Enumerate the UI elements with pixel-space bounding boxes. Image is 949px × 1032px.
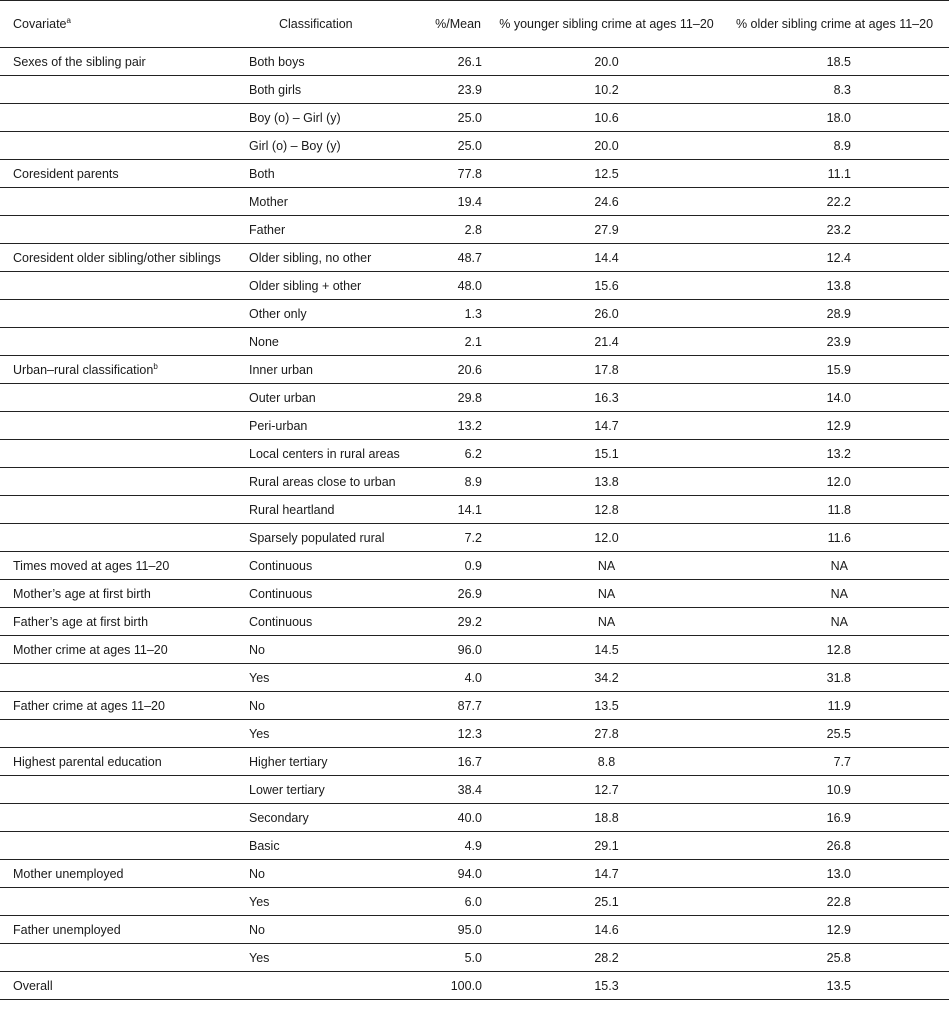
- younger-crime-cell: 13.5: [493, 692, 720, 720]
- mean-cell: 5.0: [413, 944, 493, 972]
- younger-crime-cell: 25.1: [493, 888, 720, 916]
- classification-cell: Both girls: [239, 76, 413, 104]
- older-crime-cell: 8.3: [720, 76, 949, 104]
- younger-crime-cell: 21.4: [493, 328, 720, 356]
- covariate-cell: [0, 328, 239, 356]
- table-row: [0, 440, 949, 468]
- classification-cell: Inner urban: [239, 356, 413, 384]
- classification-cell: Lower tertiary: [239, 776, 413, 804]
- younger-crime-cell: 29.1: [493, 832, 720, 860]
- covariate-cell: Father crime at ages 11–20: [0, 692, 239, 720]
- header-mean: %/Mean: [413, 1, 493, 48]
- older-crime-cell: 25.8: [720, 944, 949, 972]
- covariate-label: Urban–rural classification: [13, 363, 154, 377]
- mean-cell: 7.2: [413, 524, 493, 552]
- classification-cell: Continuous: [239, 552, 413, 580]
- younger-crime-cell: 10.6: [493, 104, 720, 132]
- younger-crime-cell: 20.0: [493, 48, 720, 76]
- classification-cell: Sparsely populated rural: [239, 524, 413, 552]
- table-row: [0, 860, 949, 888]
- mean-cell: 23.9: [413, 76, 493, 104]
- older-crime-cell: 15.9: [720, 356, 949, 384]
- younger-crime-cell: 15.1: [493, 440, 720, 468]
- covariate-cell: [0, 888, 239, 916]
- older-crime-cell: 16.9: [720, 804, 949, 832]
- older-crime-cell: 22.8: [720, 888, 949, 916]
- covariate-cell: [0, 524, 239, 552]
- mean-cell: 29.2: [413, 608, 493, 636]
- classification-cell: Both: [239, 160, 413, 188]
- younger-crime-cell: 16.3: [493, 384, 720, 412]
- table-row: [0, 104, 949, 132]
- classification-cell: No: [239, 692, 413, 720]
- table-row: [0, 664, 949, 692]
- covariate-cell: [0, 384, 239, 412]
- classification-cell: No: [239, 636, 413, 664]
- younger-crime-cell: 12.5: [493, 160, 720, 188]
- classification-cell: Secondary: [239, 804, 413, 832]
- mean-cell: 94.0: [413, 860, 493, 888]
- classification-cell: Outer urban: [239, 384, 413, 412]
- older-crime-cell: 12.9: [720, 412, 949, 440]
- table-row: [0, 552, 949, 580]
- covariate-cell: [0, 944, 239, 972]
- header-classification: Classification: [239, 1, 413, 48]
- older-crime-cell: 11.9: [720, 692, 949, 720]
- classification-cell: Boy (o) – Girl (y): [239, 104, 413, 132]
- older-crime-cell: 18.5: [720, 48, 949, 76]
- table-row: [0, 412, 949, 440]
- mean-cell: 100.0: [413, 972, 493, 1000]
- younger-crime-cell: 14.4: [493, 244, 720, 272]
- mean-cell: 38.4: [413, 776, 493, 804]
- covariate-cell: Times moved at ages 11–20: [0, 552, 239, 580]
- older-crime-cell: NA: [720, 552, 949, 580]
- mean-cell: 48.0: [413, 272, 493, 300]
- mean-cell: 8.9: [413, 468, 493, 496]
- younger-crime-cell: 12.7: [493, 776, 720, 804]
- older-crime-cell: 7.7: [720, 748, 949, 776]
- younger-crime-cell: 14.7: [493, 860, 720, 888]
- younger-crime-cell: 28.2: [493, 944, 720, 972]
- mean-cell: 12.3: [413, 720, 493, 748]
- table-row: [0, 636, 949, 664]
- covariate-cell: [0, 468, 239, 496]
- header-older-crime: % older sibling crime at ages 11–20: [720, 1, 949, 48]
- younger-crime-cell: 14.6: [493, 916, 720, 944]
- older-crime-cell: 22.2: [720, 188, 949, 216]
- table-row: [0, 524, 949, 552]
- table-row: [0, 48, 949, 76]
- classification-cell: No: [239, 860, 413, 888]
- younger-crime-cell: 8.8: [493, 748, 720, 776]
- older-crime-cell: 26.8: [720, 832, 949, 860]
- older-crime-cell: 11.8: [720, 496, 949, 524]
- covariate-cell: Father’s age at first birth: [0, 608, 239, 636]
- older-crime-cell: 25.5: [720, 720, 949, 748]
- mean-cell: 6.2: [413, 440, 493, 468]
- older-crime-cell: NA: [720, 608, 949, 636]
- younger-crime-cell: 18.8: [493, 804, 720, 832]
- older-crime-cell: 14.0: [720, 384, 949, 412]
- older-crime-cell: 13.5: [720, 972, 949, 1000]
- covariate-cell: [0, 440, 239, 468]
- younger-crime-cell: NA: [493, 552, 720, 580]
- older-crime-cell: 11.1: [720, 160, 949, 188]
- mean-cell: 0.9: [413, 552, 493, 580]
- mean-cell: 16.7: [413, 748, 493, 776]
- younger-crime-cell: NA: [493, 580, 720, 608]
- mean-cell: 4.9: [413, 832, 493, 860]
- mean-cell: 95.0: [413, 916, 493, 944]
- covariate-cell: Father unemployed: [0, 916, 239, 944]
- table-row: [0, 244, 949, 272]
- header-covariate: [0, 1, 239, 48]
- covariate-cell: Mother unemployed: [0, 860, 239, 888]
- table-row: [0, 272, 949, 300]
- older-crime-cell: 12.8: [720, 636, 949, 664]
- older-crime-cell: 12.4: [720, 244, 949, 272]
- classification-cell: Continuous: [239, 608, 413, 636]
- covariate-cell: [0, 720, 239, 748]
- classification-cell: Both boys: [239, 48, 413, 76]
- older-crime-cell: 28.9: [720, 300, 949, 328]
- table-row: [0, 580, 949, 608]
- older-crime-cell: 31.8: [720, 664, 949, 692]
- table-row: [0, 720, 949, 748]
- header-younger-crime: % younger sibling crime at ages 11–20: [493, 1, 720, 48]
- mean-cell: 26.9: [413, 580, 493, 608]
- classification-cell: Older sibling, no other: [239, 244, 413, 272]
- covariate-cell: [0, 76, 239, 104]
- younger-crime-cell: 26.0: [493, 300, 720, 328]
- table-row: [0, 944, 949, 972]
- covariate-cell: [0, 356, 239, 384]
- mean-cell: 2.8: [413, 216, 493, 244]
- covariate-cell: [0, 496, 239, 524]
- classification-cell: Yes: [239, 888, 413, 916]
- table-row: [0, 216, 949, 244]
- table-row: [0, 76, 949, 104]
- table-row: [0, 832, 949, 860]
- classification-cell: Peri-urban: [239, 412, 413, 440]
- mean-cell: 87.7: [413, 692, 493, 720]
- covariate-cell: [0, 272, 239, 300]
- older-crime-cell: 23.9: [720, 328, 949, 356]
- classification-cell: Local centers in rural areas: [239, 440, 413, 468]
- table-body: [0, 48, 949, 1000]
- older-crime-cell: 12.9: [720, 916, 949, 944]
- covariate-cell: Highest parental education: [0, 748, 239, 776]
- covariate-cell: Sexes of the sibling pair: [0, 48, 239, 76]
- covariate-cell: [0, 188, 239, 216]
- mean-cell: 13.2: [413, 412, 493, 440]
- covariate-cell: [0, 300, 239, 328]
- header-covariate-note: a: [66, 15, 71, 25]
- older-crime-cell: 18.0: [720, 104, 949, 132]
- covariate-footnote-marker: b: [153, 361, 158, 371]
- classification-cell: Continuous: [239, 580, 413, 608]
- covariate-cell: [0, 132, 239, 160]
- covariate-cell: Mother crime at ages 11–20: [0, 636, 239, 664]
- younger-crime-cell: 10.2: [493, 76, 720, 104]
- table-row: [0, 468, 949, 496]
- header-row: [0, 1, 949, 48]
- table-row: [0, 328, 949, 356]
- classification-cell: Mother: [239, 188, 413, 216]
- covariate-cell: [0, 804, 239, 832]
- younger-crime-cell: 14.7: [493, 412, 720, 440]
- covariate-cell: [0, 104, 239, 132]
- header-covariate-label: Covariate: [13, 17, 67, 31]
- classification-cell: Yes: [239, 664, 413, 692]
- covariate-cell: [0, 832, 239, 860]
- covariate-cell: Mother’s age at first birth: [0, 580, 239, 608]
- younger-crime-cell: 27.8: [493, 720, 720, 748]
- table-row: [0, 496, 949, 524]
- younger-crime-cell: 27.9: [493, 216, 720, 244]
- older-crime-cell: 23.2: [720, 216, 949, 244]
- table-row: [0, 748, 949, 776]
- table-row: [0, 384, 949, 412]
- table-row: [0, 608, 949, 636]
- classification-cell: Other only: [239, 300, 413, 328]
- table-row: [0, 888, 949, 916]
- younger-crime-cell: 20.0: [493, 132, 720, 160]
- mean-cell: 1.3: [413, 300, 493, 328]
- table-row: [0, 160, 949, 188]
- covariate-cell: [0, 412, 239, 440]
- mean-cell: 25.0: [413, 132, 493, 160]
- mean-cell: 4.0: [413, 664, 493, 692]
- classification-cell: Girl (o) – Boy (y): [239, 132, 413, 160]
- covariate-cell: [0, 664, 239, 692]
- classification-cell: None: [239, 328, 413, 356]
- younger-crime-cell: 12.0: [493, 524, 720, 552]
- table-row: [0, 356, 949, 384]
- classification-cell: Older sibling + other: [239, 272, 413, 300]
- older-crime-cell: 11.6: [720, 524, 949, 552]
- table-row: [0, 804, 949, 832]
- mean-cell: 25.0: [413, 104, 493, 132]
- table-row: [0, 132, 949, 160]
- older-crime-cell: 12.0: [720, 468, 949, 496]
- mean-cell: 96.0: [413, 636, 493, 664]
- older-crime-cell: 10.9: [720, 776, 949, 804]
- classification-cell: Father: [239, 216, 413, 244]
- classification-cell: Rural areas close to urban: [239, 468, 413, 496]
- table-row: [0, 776, 949, 804]
- table-row: [0, 300, 949, 328]
- mean-cell: 29.8: [413, 384, 493, 412]
- younger-crime-cell: 15.3: [493, 972, 720, 1000]
- classification-cell: No: [239, 916, 413, 944]
- younger-crime-cell: 17.8: [493, 356, 720, 384]
- younger-crime-cell: 13.8: [493, 468, 720, 496]
- older-crime-cell: 8.9: [720, 132, 949, 160]
- younger-crime-cell: 24.6: [493, 188, 720, 216]
- mean-cell: 48.7: [413, 244, 493, 272]
- mean-cell: 19.4: [413, 188, 493, 216]
- younger-crime-cell: 14.5: [493, 636, 720, 664]
- classification-cell: Yes: [239, 720, 413, 748]
- mean-cell: 77.8: [413, 160, 493, 188]
- mean-cell: 2.1: [413, 328, 493, 356]
- classification-cell: [239, 972, 413, 1000]
- covariate-cell: [0, 776, 239, 804]
- younger-crime-cell: 15.6: [493, 272, 720, 300]
- mean-cell: 14.1: [413, 496, 493, 524]
- older-crime-cell: 13.8: [720, 272, 949, 300]
- table-row: [0, 972, 949, 1000]
- younger-crime-cell: NA: [493, 608, 720, 636]
- covariate-cell: Coresident older sibling/other siblings: [0, 244, 239, 272]
- covariate-cell: Overall: [0, 972, 239, 1000]
- table-row: [0, 692, 949, 720]
- older-crime-cell: 13.2: [720, 440, 949, 468]
- table-row: [0, 916, 949, 944]
- older-crime-cell: NA: [720, 580, 949, 608]
- mean-cell: 20.6: [413, 356, 493, 384]
- younger-crime-cell: 12.8: [493, 496, 720, 524]
- classification-cell: Rural heartland: [239, 496, 413, 524]
- covariate-cell: Coresident parents: [0, 160, 239, 188]
- table-row: [0, 188, 949, 216]
- classification-cell: Yes: [239, 944, 413, 972]
- mean-cell: 26.1: [413, 48, 493, 76]
- younger-crime-cell: 34.2: [493, 664, 720, 692]
- classification-cell: Basic: [239, 832, 413, 860]
- older-crime-cell: 13.0: [720, 860, 949, 888]
- mean-cell: 6.0: [413, 888, 493, 916]
- classification-cell: Higher tertiary: [239, 748, 413, 776]
- mean-cell: 40.0: [413, 804, 493, 832]
- covariate-cell: [0, 216, 239, 244]
